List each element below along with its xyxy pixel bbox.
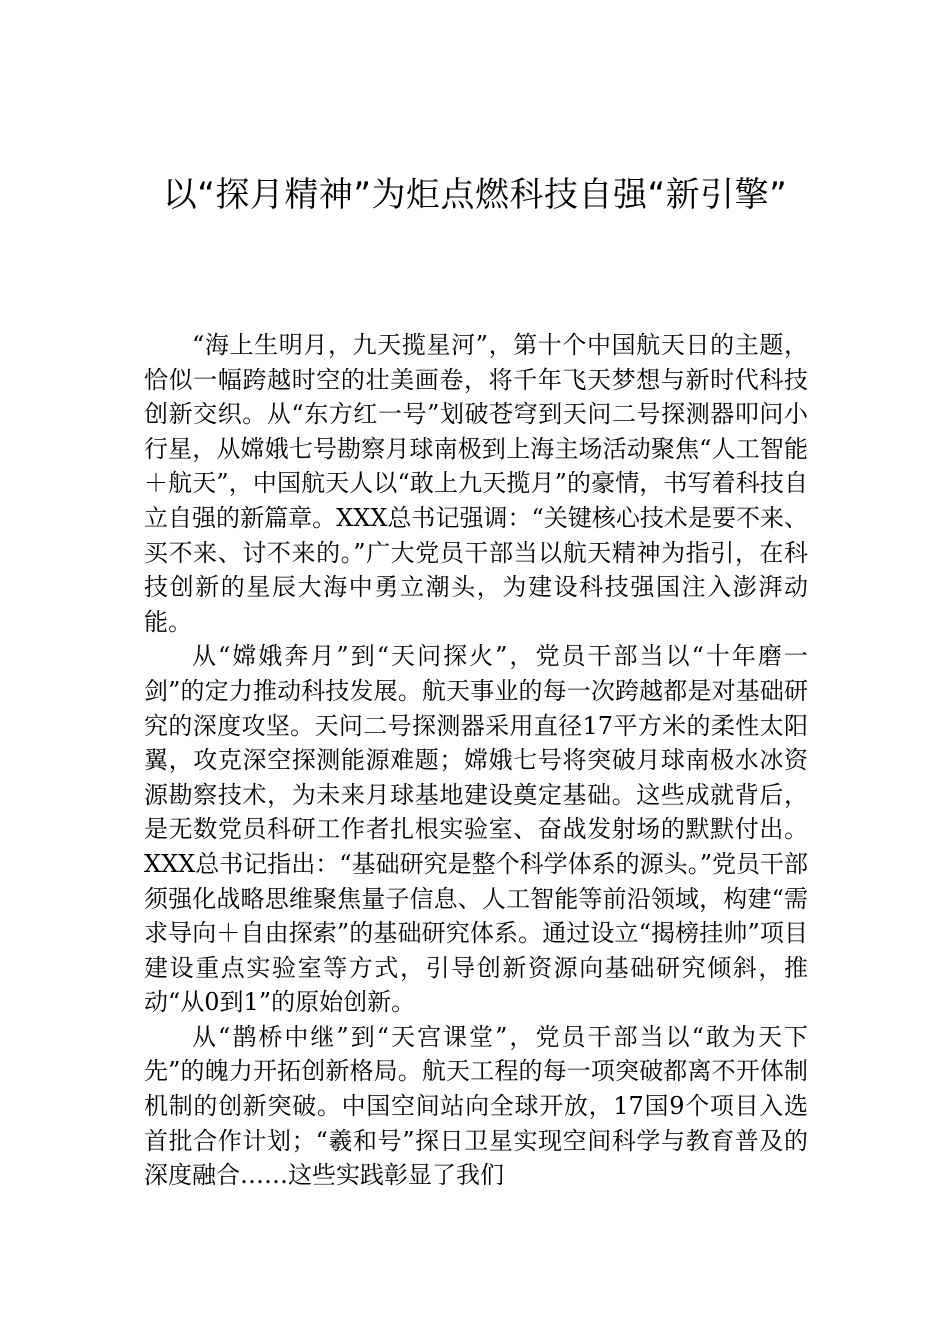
paragraph-basic-research: 从“嫦娥奔月”到“天问探火”，党员干部当以“十年磨一剑”的定力推动科技发展。航天事业的每一次跨越都是对基础研究的深度攻坚。天问二号探测器采用直径17平方米的柔性太阳翼，攻克深空探测能源难题；嫦娥七号将突破月球南极水冰资源勘察技术，为未来月球基地建设奠定基础。这些成就背后，是无数党员科研工作者扎根实验室、奋战发射场的默默付出。XXX总书记指出：“基础研究是整个科学体系的源头。”党员干部须强化战略思维聚焦量子信息、人工智能等前沿领域，构建“需求导向＋自由探索”的基础研究体系。通过设立“揭榜挂帅”项目建设重点实验室等方式，引导创新资源向基础研究倾斜，推动“从0到1”的原始创新。 <box>144 642 808 1017</box>
article-body <box>144 328 808 1193</box>
paragraph-innovation: 从“鹊桥中继”到“天宫课堂”，党员干部当以“敢为天下先”的魄力开拓创新格局。航天工程的每一项突破都离不开体制机制的创新突破。中国空间站向全球开放，17国9个项目入选首批合作计划；“羲和号”探日卫星实现空间科学与教育普及的深度融合……这些实践彰显了我们 <box>144 1022 808 1190</box>
article-title: 以“探月精神”为炬点燃科技自强“新引擎” <box>162 175 788 215</box>
paragraph-intro: “海上生明月，九天揽星河”，第十个中国航天日的主题，恰似一幅跨越时空的壮美画卷，将千年飞天梦想与新时代科技创新交织。从“东方红一号”划破苍穹到天问二号探测器叩问小行星，从嫦娥七号勘察月球南极到上海主场活动聚焦“人工智能＋航天”，中国航天人以“敢上九天揽月”的豪情，书写着科技自立自强的新篇章。XXX总书记强调：“关键核心技术是要不来、买不来、讨不来的。”广大党员干部当以航天精神为指引，在科技创新的星辰大海中勇立潮头，为建设科技强国注入澎湃动能。 <box>144 331 808 636</box>
